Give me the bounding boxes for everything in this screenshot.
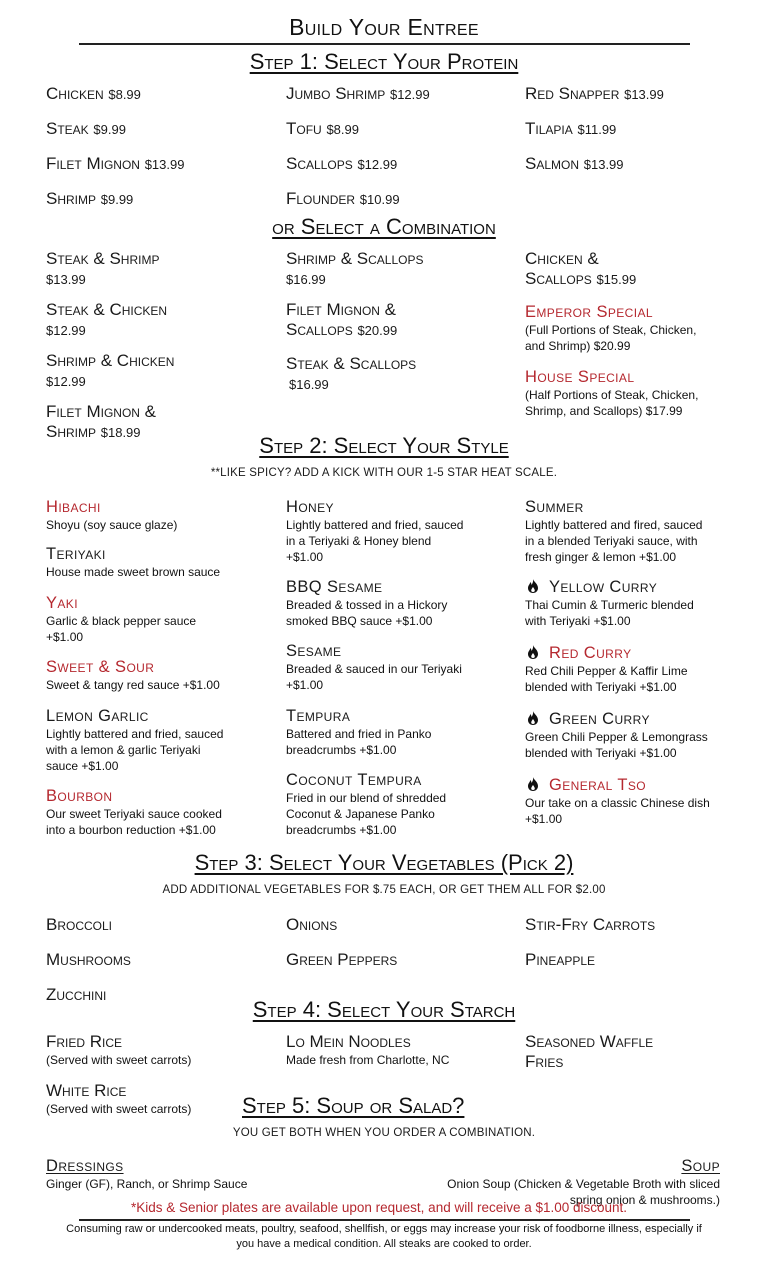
protein-column-1	[46, 84, 286, 224]
vegetable-item[interactable]: Broccoli	[46, 915, 113, 934]
step1-heading: Step 1: Select Your Protein	[249, 49, 519, 74]
combo-item[interactable]: Filet Mignon & Scallops $20.99	[286, 300, 398, 339]
flame-icon	[527, 711, 539, 725]
combo-item[interactable]: Steak & Shrimp $13.99	[46, 249, 160, 287]
starch-waffle-fries[interactable]: Seasoned Waffle Fries	[525, 1032, 654, 1071]
protein-column-2	[286, 84, 526, 224]
style-honey[interactable]: Honey Lightly battered and fried, sauced in a Teriyaki & Honey blend +$1.00	[286, 498, 464, 564]
protein-item[interactable]: Flounder $10.99	[286, 189, 400, 208]
kids-senior-note: *Kids & Senior plates are available upon request, and will receive a $1.00 discount.	[131, 1200, 628, 1215]
combo-item[interactable]: Steak & Scallops $16.99	[286, 354, 417, 392]
vegetable-item[interactable]: Stir-Fry Carrots	[525, 915, 656, 934]
style-column-1	[46, 498, 286, 838]
style-red-curry[interactable]: Red Curry Red Chili Pepper & Kaffir Lime blended with Teriyaki +$1.00	[525, 644, 688, 694]
dressings-heading: Dressings	[46, 1157, 124, 1175]
vegetables-note: ADD ADDITIONAL VEGETABLES FOR $.75 EACH, OR GET THEM ALL FOR $2.00	[162, 884, 606, 896]
protein-column-3	[525, 84, 765, 189]
vegetable-column-3	[525, 915, 765, 985]
step4-heading: Step 4: Select Your Starch	[252, 997, 516, 1022]
style-bourbon[interactable]: Bourbon Our sweet Teriyaki sauce cooked into a bourbon reduction +$1.00	[46, 787, 222, 837]
combo-item[interactable]: Filet Mignon & Shrimp $18.99	[46, 402, 157, 441]
page-title: Build Your Entree	[289, 14, 479, 40]
protein-item[interactable]: Tilapia $11.99	[525, 119, 617, 138]
style-column-3	[525, 498, 765, 827]
protein-item[interactable]: Shrimp $9.99	[46, 189, 134, 208]
style-yaki[interactable]: Yaki Garlic & black pepper sauce +$1.00	[46, 594, 197, 644]
footer-divider	[79, 1219, 690, 1221]
flame-icon	[527, 777, 539, 791]
soup-text-2: spring onion & mushrooms.)	[569, 1193, 720, 1207]
starch-white-rice[interactable]: White Rice (Served with sweet carrots)	[46, 1081, 192, 1116]
step5-heading: Step 5: Soup or Salad?	[242, 1093, 465, 1118]
food-safety-disclaimer: Consuming raw or undercooked meats, poultry, seafood, shellfish, or eggs may increase your risk of foodborne illness, especially if	[66, 1223, 702, 1235]
style-bbq-sesame[interactable]: BBQ Sesame Breaded & tossed in a Hickory smoked BBQ sauce +$1.00	[286, 578, 448, 628]
header-divider	[79, 43, 690, 45]
emperor-special[interactable]: Emperor Special (Full Portions of Steak, Chicken, and Shrimp) $20.99	[525, 303, 697, 353]
style-general-tso[interactable]: General Tso Our take on a classic Chinese dish +$1.00	[525, 776, 710, 826]
combo-item[interactable]: Steak & Chicken $12.99	[46, 300, 168, 338]
flame-icon	[527, 645, 539, 659]
protein-item[interactable]: Scallops $12.99	[286, 154, 398, 173]
dressings-section	[46, 1157, 247, 1192]
protein-item[interactable]: Steak $9.99	[46, 119, 126, 138]
style-yellow-curry[interactable]: Yellow Curry Thai Cumin & Turmeric blended with Teriyaki +$1.00	[525, 578, 694, 628]
protein-item[interactable]: Salmon $13.99	[525, 154, 624, 173]
starch-lo-mein[interactable]: Lo Mein Noodles Made fresh from Charlotte, NC	[286, 1032, 450, 1067]
dressings-text: Ginger (GF), Ranch, or Shrimp Sauce	[46, 1177, 248, 1191]
combo-item[interactable]: Shrimp & Chicken $12.99	[46, 351, 175, 389]
vegetable-item[interactable]: Onions	[286, 915, 338, 934]
protein-item[interactable]: Red Snapper $13.99	[525, 84, 664, 103]
style-hibachi[interactable]: Hibachi Shoyu (soy sauce glaze)	[46, 498, 178, 532]
vegetable-item[interactable]: Mushrooms	[46, 950, 131, 969]
style-green-curry[interactable]: Green Curry Green Chili Pepper & Lemongrass blended with Teriyaki +$1.00	[525, 710, 708, 760]
style-tempura[interactable]: Tempura Battered and fried in Panko breadcrumbs +$1.00	[286, 707, 432, 757]
combination-heading: or Select a Combination	[272, 214, 496, 239]
spicy-note: **LIKE SPICY? ADD A KICK WITH OUR 1-5 STAR HEAT SCALE.	[210, 467, 558, 479]
combo-column-1	[46, 249, 286, 443]
style-lemon-garlic[interactable]: Lemon Garlic Lightly battered and fried, sauced with a lemon & garlic Teriyaki sauce +$1.00	[46, 707, 224, 773]
protein-item[interactable]: Jumbo Shrimp $12.99	[286, 84, 430, 103]
combo-column-2	[286, 249, 526, 395]
vegetable-item[interactable]: Green Peppers	[286, 950, 398, 969]
food-safety-disclaimer-2: you have a medical condition. All steaks are cooked to order.	[236, 1238, 532, 1250]
protein-item[interactable]: Chicken $8.99	[46, 84, 141, 103]
soup-text: Onion Soup (Chicken & Vegetable Broth with sliced	[447, 1177, 720, 1191]
combo-item[interactable]: Chicken & Scallops $15.99	[525, 249, 637, 288]
style-coconut-tempura[interactable]: Coconut Tempura Fried in our blend of shredded Coconut & Japanese Panko breadcrumbs +$1.00	[286, 771, 447, 837]
vegetable-item[interactable]: Pineapple	[525, 950, 596, 969]
step3-heading: Step 3: Select Your Vegetables (Pick 2)	[194, 850, 574, 875]
style-summer[interactable]: Summer Lightly battered and fired, sauced in a blended Teriyaki sauce, with fresh ginger & lemon +$1.00	[525, 498, 703, 564]
starch-fried-rice[interactable]: Fried Rice (Served with sweet carrots)	[46, 1032, 192, 1067]
combination-note: YOU GET BOTH WHEN YOU ORDER A COMBINATION.	[232, 1127, 536, 1139]
vegetable-column-2	[286, 915, 526, 985]
protein-item[interactable]: Filet Mignon $13.99	[46, 154, 185, 173]
protein-item[interactable]: Tofu $8.99	[286, 119, 359, 138]
style-column-2	[286, 498, 526, 838]
vegetable-item[interactable]: Zucchini	[46, 985, 107, 1004]
style-sesame[interactable]: Sesame Breaded & sauced in our Teriyaki +$1.00	[286, 642, 462, 692]
style-teriyaki[interactable]: Teriyaki House made sweet brown sauce	[46, 545, 221, 579]
soup-heading: Soup	[681, 1157, 720, 1175]
combo-item[interactable]: Shrimp & Scallops $16.99	[286, 249, 424, 287]
flame-icon	[527, 579, 539, 593]
step2-heading: Step 2: Select Your Style	[259, 433, 509, 458]
style-sweet-sour[interactable]: Sweet & Sour Sweet & tangy red sauce +$1.00	[46, 658, 220, 692]
house-special[interactable]: House Special (Half Portions of Steak, Chicken, Shrimp, and Scallops) $17.99	[525, 368, 699, 418]
combo-column-3	[525, 249, 765, 419]
